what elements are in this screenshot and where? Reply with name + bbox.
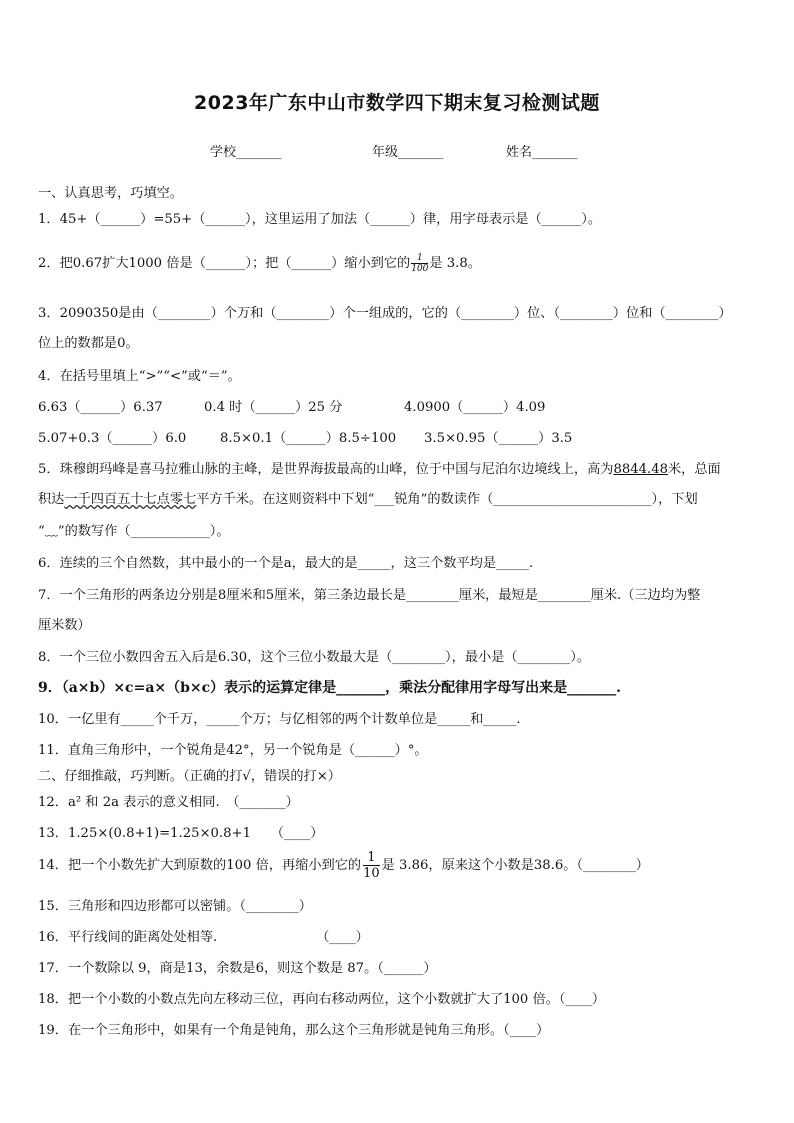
fraction-1-10 (363, 850, 380, 881)
question-14 (38, 850, 649, 881)
question-5-line-2 (38, 488, 698, 507)
compare-item: 6.63（______）6.37 (38, 400, 163, 415)
wavy-underlined-number: 一千四百五十七点零七 (64, 492, 197, 507)
question-17: 17．一个数除以 9，商是13，余数是6，则这个数是 87。（______） (38, 961, 437, 976)
question-3-line-2: 位上的数都是0。 (38, 336, 139, 351)
question-14-text-b: 是 3.86，原来这个小数是38.6。（________） (381, 858, 649, 873)
question-7-line-2: 厘米数） (38, 618, 91, 633)
question-2-text-b: 是 3.8。 (429, 256, 481, 271)
question-2 (38, 252, 481, 274)
fraction-denominator: 10 (363, 866, 380, 881)
question-4-heading: 4．在括号里填上“>”“<”或“＝”。 (38, 369, 241, 384)
question-11: 11．直角三角形中，一个锐角是42°，另一个锐角是（______）°。 (38, 743, 428, 758)
fraction-numerator: 1 (363, 850, 380, 866)
question-15: 15．三角形和四边形都可以密铺。（________） (38, 899, 312, 914)
question-1: 1．45+（______）=55+（______），这里运用了加法（______）律，用字母表示是（______）。 (38, 212, 602, 227)
question-14-text-a: 14．把一个小数先扩大到原数的100 倍，再缩小到它的 (38, 858, 362, 873)
fraction-1-100 (411, 253, 428, 274)
section-2-heading: 二、仔细推敲，巧判断。（正确的打√，错误的打×） (38, 769, 341, 784)
question-7-line-1: 7．一个三角形的两条边分别是8厘米和5厘米，第三条边最长是________厘米，最短是________厘米.（三边均为整 (38, 588, 701, 603)
question-5-line-1 (38, 458, 721, 477)
q5-text: 积达 (38, 492, 65, 507)
question-10: 10．一亿里有_____个千万，_____个万；与亿相邻的两个计数单位是_____和_____. (38, 712, 521, 727)
question-12: 12．a² 和 2a 表示的意义相同. （_______） (38, 795, 299, 810)
page-title: 2023年广东中山市数学四下期末复习检测试题 (194, 92, 600, 114)
name-field: 姓名_______ (506, 145, 578, 160)
compare-item: 4.0900（______）4.09 (404, 400, 546, 415)
underlined-number: 8844.48 (613, 462, 668, 477)
question-5-line-3: “﹏”的数写作（____________）。 (38, 524, 230, 539)
compare-item: 5.07+0.3（______）6.0 (38, 431, 187, 446)
compare-item: 0.4 时（______）25 分 (204, 400, 343, 415)
question-9: 9．（a×b）×c=a×（b×c）表示的运算定律是_______，乘法分配律用字母写出来是_______. (38, 680, 622, 696)
q5-text: 5．珠穆朗玛峰是喜马拉雅山脉的主峰，是世界海拔最高的山峰，位于中国与尼泊尔边境线上，高为 (38, 462, 614, 477)
q5-text: 平方千米。在这则资料中下划“___锐角”的数读作（________________________），下划 (196, 492, 698, 507)
section-1-heading: 一、认真思考，巧填空。 (38, 186, 184, 201)
question-19: 19．在一个三角形中，如果有一个角是钝角，那么这个三角形就是钝角三角形。（____） (38, 1023, 550, 1038)
compare-item: 3.5×0.95（______）3.5 (424, 431, 573, 446)
compare-item: 8.5×0.1（______）8.5÷100 (220, 431, 397, 446)
q5-text: 米，总面 (668, 462, 721, 477)
question-16: 16．平行线间的距离处处相等. （____） (38, 930, 369, 945)
question-8: 8．一个三位小数四舍五入后是6.30，这个三位小数最大是（________），最小是（________）。 (38, 650, 591, 665)
fraction-denominator: 100 (411, 264, 429, 274)
question-13: 13．1.25×(0.8+1)=1.25×0.8+1 （____） (38, 826, 324, 841)
question-18: 18．把一个小数的小数点先向左移动三位，再向右移动两位，这个小数就扩大了100 倍。（____） (38, 992, 606, 1007)
question-2-text-a: 2．把0.67扩大1000 倍是（______）；把（______）缩小到它的 (38, 256, 411, 271)
question-6: 6．连续的三个自然数，其中最小的一个是a，最大的是_____，这三个数平均是_____. (38, 556, 534, 571)
question-3-line-1: 3．2090350是由（________）个万和（________）个一组成的，它的（________）位、（________）位和（________） (38, 306, 732, 321)
grade-field: 年级_______ (372, 145, 444, 160)
school-field: 学校_______ (210, 145, 282, 160)
fraction-numerator: 1 (411, 253, 428, 264)
